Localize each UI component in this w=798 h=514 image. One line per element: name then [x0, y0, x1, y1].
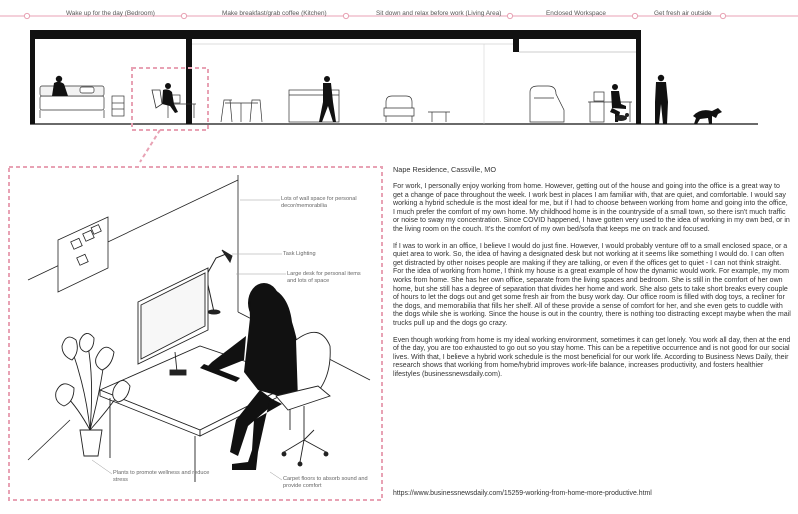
person-outside: [655, 75, 668, 124]
column-workspace: [513, 30, 519, 52]
annotation-task-lighting: Task Lighting: [283, 251, 316, 257]
task-lamp: [206, 250, 232, 314]
annotation-wall-space: Lots of wall space for personal decor/memorabilia: [281, 196, 357, 209]
article-heading: Nape Residence, Cassville, MO: [393, 165, 497, 174]
annotation-plants: Plants to promote wellness and reduce stress: [113, 470, 210, 483]
bar-table: [221, 100, 262, 122]
annotation-large-desk: Large desk for personal items and lots of space: [287, 271, 361, 284]
timeline-stage-living: Sit down and relax before work (Living Area): [376, 10, 502, 17]
armchair: [384, 96, 414, 122]
side-table: [428, 112, 450, 122]
nightstand: [112, 96, 124, 116]
timeline-stage-bedroom: Wake up for the day (Bedroom): [66, 10, 155, 17]
wall-left: [30, 30, 35, 124]
zoom-connector: [140, 130, 160, 162]
annotation-carpet: Carpet floors to absorb sound and provide comfort: [283, 476, 368, 489]
roof-slab: [30, 30, 641, 39]
timeline-stage-workspace: Enclosed Workspace: [546, 10, 606, 17]
column-kitchen: [186, 30, 192, 124]
potted-plant: [56, 333, 130, 456]
wall-right: [636, 30, 641, 124]
pinboard: [58, 217, 108, 292]
source-link[interactable]: https://www.businessnewsdaily.com/15259-working-from-home-more-productive.html: [393, 490, 652, 497]
timeline-stage-outside: Get fresh air outside: [654, 10, 712, 17]
recliner: [530, 86, 564, 122]
timeline-stage-kitchen: Make breakfast/grab coffee (Kitchen): [222, 10, 327, 17]
article-paragraph: Even though working from home is my ideal working environment, sometimes it can get lonely. You work all day, then at the end of the day, you are too exhausted to go out so you stay home. This can be a repetitive occurrence and is not good for our social lives. With that, I believe a hybrid work schedule is the most beneficial for our work life. According to Business News Daily, their research shows that working from home/hybrid improves work-life balance, increases productivity, and fosters healthier lifestyles (businessnewsdaily.com).: [393, 336, 791, 378]
article-body: [393, 183, 791, 388]
article-paragraph: For work, I personally enjoy working from home. However, getting out of the house and going into the office is a great way to get a change of pace throughout the week. I work best in places I am familiar with, that are quiet, and comfortable. I would say working a hybrid schedule is the most ideal for me, but if I had to choose between working from home and going into the office, I much prefer the comfort of my own home. My childhood home is in the countryside of a small town, so there isn't much traffic or noise to sway my concentration. Since COVID happened, I have gotten very used to the idea of working in my own bed, or in the living room on the couch. It's the comfort of my own bed/sofa that keeps me on track and focused.: [393, 183, 790, 233]
article-paragraph: If I was to work in an office, I believe I would do just fine. However, I would probably venture off to a small enclosed space, or a quiet area to work. So, the idea of having a designated desk but not working at it seems like something I would do. I can often get distracted by other noises people are making if they are talking, or even if the offices get to quiet - I can not think straight. For the idea of working from home, I think my house is a great example of how the dynamic would work. For example, my mom works from home. She has her own office, separate from the living spaces and bedroom. She is still in the comfort of her own home, but she still has a degree of separation that divides her home and work. She also gets to take short breaks every couple of hours to let the dogs out and get some fresh air from the busy work day. Our office room is filled with dog toys, a recliner for the dogs, and memorabilia that fills her shelf. All of these provide a sense of comfort for her, and she even gets to cuddle with the dogs while she is working. Since the house is out in the country, there is nothing too distracting except maybe when the mail trucks pull up and the dogs go crazy.: [393, 242, 791, 327]
dog-outside: [693, 108, 722, 124]
bed: [40, 86, 104, 118]
